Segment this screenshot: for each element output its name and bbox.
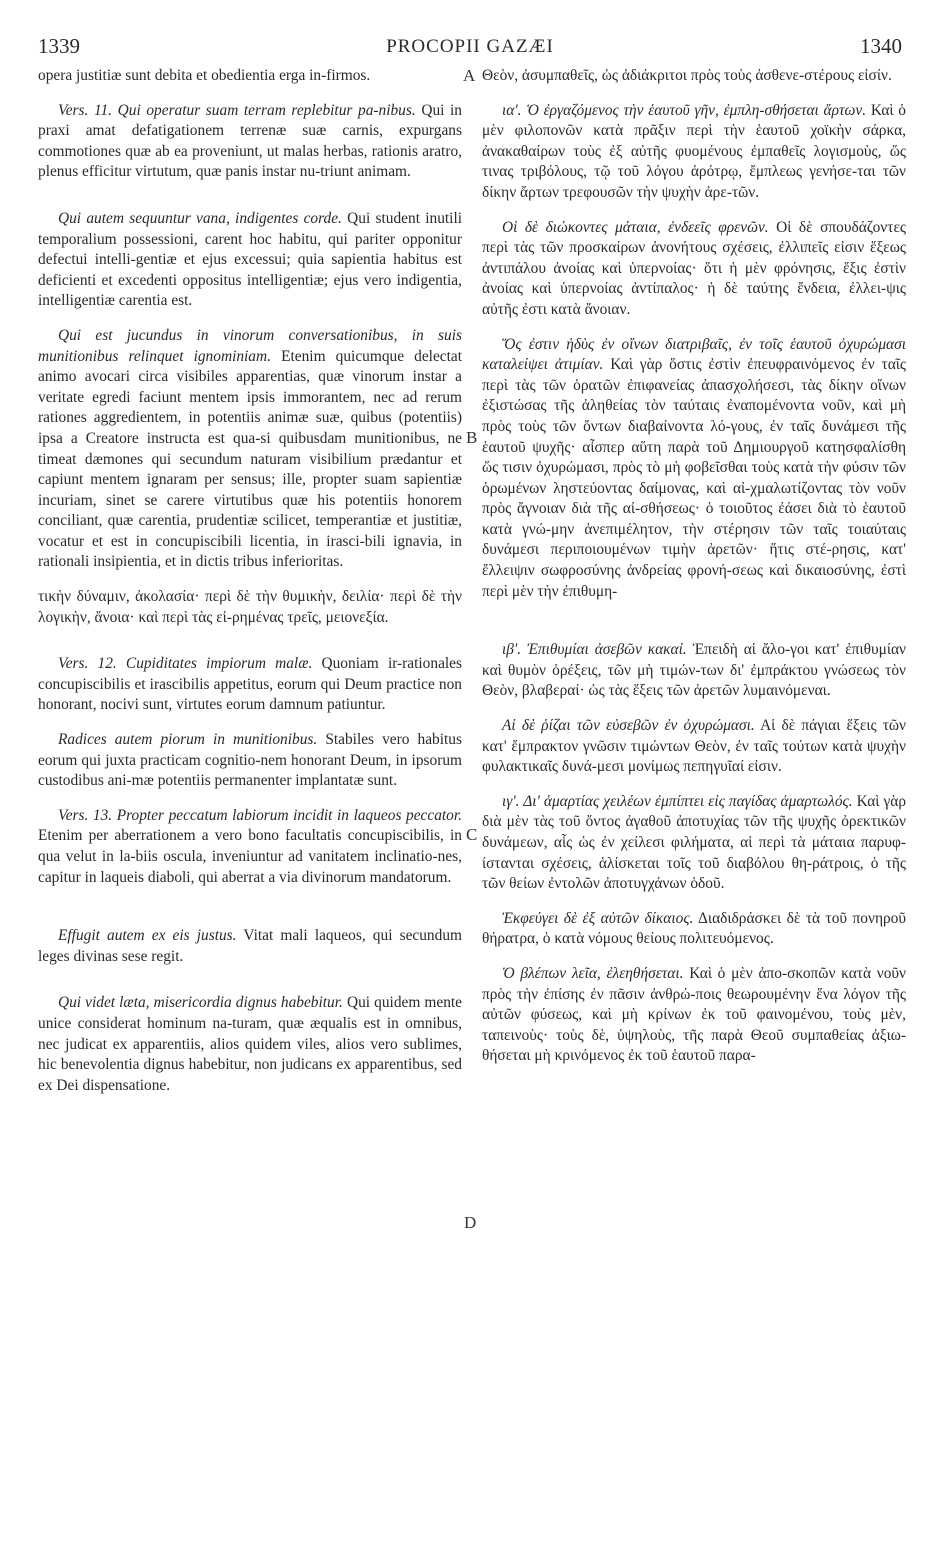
- verse-lemma: ιγ'. Δι' ἁμαρτίας χειλέων ἐμπίπτει εἰς παγίδας ἁμαρτωλός.: [502, 792, 853, 810]
- latin-column: [38, 66, 462, 1110]
- greek-paragraph: [482, 909, 906, 950]
- running-title: PROCOPII GAZÆI: [386, 36, 554, 57]
- greek-column: [482, 66, 906, 1081]
- verse-lemma: Effugit autem ex eis justus.: [58, 927, 237, 945]
- margin-mark-b: B: [466, 428, 478, 447]
- commentary-text: Etenim per aberrationem a vero bono facultatis concupiscibilis, in qua velut in la-biis oscula, inveniuntur ad vanitatem inclinatio-nes, capitur in laqueis diaboli, qui aberrat a via divinorum mandatorum.: [38, 827, 462, 886]
- verse-lemma: Qui est jucundus in vinorum conversationibus, in suis munitionibus relinquet ignominiam.: [38, 326, 462, 365]
- latin-paragraph: opera justitiæ sunt debita et obedientia erga in-firmos.: [38, 67, 371, 84]
- commentary-text: Καὶ γὰρ διὰ μὲν τὰς τοῦ ὄντος ἀγαθοῦ ἀποτυχίας τῶν τῆς ψυχῆς ὀρεκτικῶν δυνάμεων, αἷς ὡς ἐν χείλεσι φιλήματα, αἱ περὶ τὰ μάταια παρυφ-ίστανται σχέσεις, ἁλίσκεται τοῖς τοῦ διαβόλου θη-ράτροις, ὁ τῆς τῶν θείων ἐντολῶν ἀποτυγχάνων ὁδοῦ.: [482, 792, 907, 893]
- commentary-text: Καὶ γὰρ ὅστις ἐστὶν ἐπευφραινόμενος ἐν ταῖς περὶ τὰς τῶν ὁρατῶν ἐπιφανείας ἀπασχολήσεσι, τὰς δίκην οἴνων ἐξιστώσας τῆς ἀληθείας τὸν ταύταις ἐναπομένοντα νοῦν, καὶ μὴ πρὸς τοὺς τῶν ὄντων διαβαίνοντα λό-γους, ἐν ταῖς δυνάμεσι τῆς ἑαυτοῦ ψυχῆς· αἷσπερ αὕτη παρὰ τοῦ Δημιουργοῦ κατησφαλίσθη ὥς τισιν ὀχυρώμασι, πρὸς τὸ μὴ φοβεῖσθαι τοὺς κατὰ τὴν φύσιν τῶν ὁρωμένων ληστεύοντας δαίμονας, καὶ αἰ-χμαλωτίζοντας τὸν νοῦν πρὸς ἄγνοιαν διὰ τῆς αἰ-σθήσεως· ὁ τοιοῦτος ἐάσει διὰ τὸ ἑαυτοῦ κατὰ γνώ-μην ἀνεπιμέλητον, τὴν στέρησιν τῶν ταῖς τοιαύταις δυνάμεσι περιποιουμένων τιμὴν ἀρετῶν· ἥτις στέ-ρησις, κατ' ἔλλειψιν σωφροσύνης ἀνδρείας φρονή-σεως καὶ δικαιοσύνης, ἐστὶ περὶ μὲν τὴν ἐπιθυμη-: [482, 356, 906, 600]
- margin-mark-a: A: [463, 66, 476, 85]
- latin-paragraph: [38, 209, 462, 312]
- commentary-text: Stabiles vero habitus eorum qui juxta practicam cognitio-nem honorant Deum, in ipsorum custodibus ani-mæ potentiis permanenter implantatæ sunt.: [38, 731, 462, 790]
- verse-lemma: Radices autem piorum in munitionibus.: [58, 731, 318, 749]
- greek-paragraph: [482, 716, 906, 778]
- page-number-right: 1340: [860, 34, 902, 58]
- verse-lemma: Ὁ βλέπων λεῖα, ἐλεηθήσεται.: [502, 964, 684, 982]
- page-number-left: 1339: [38, 34, 80, 58]
- commentary-text: Διαδιδράσκει δὲ τὰ τοῦ πονηροῦ θήρατρα, ὁ κατὰ νόμους θείους πολιτευόμενος.: [482, 909, 906, 948]
- greek-paragraph: [482, 964, 906, 1067]
- latin-paragraph: [38, 993, 462, 1096]
- latin-paragraph: [38, 926, 462, 967]
- verse-lemma: Ἐκφεύγει δὲ ἐξ αὐτῶν δίκαιος.: [502, 909, 694, 927]
- commentary-text: Καὶ ὁ μὲν φιλοπονῶν κατὰ πρᾶξιν περὶ τὴν ἑαυτοῦ χοϊκὴν σάρκα, ἀνακαθαίρων τοὺς ἐξ αὐτῆς φυομένους ἐμπαθεῖς λογισμοὺς, ὥς τινας τριβόλους, τῷ τοῦ λόγου ἀρότρῳ, ἔμπλεως γενήσε-ται τῶν δίκην ἄρτων τρεφουσῶν τὴν ψυχὴν ἀρε-τῶν.: [482, 101, 906, 201]
- commentary-text: Vitat mali laqueos, qui secundum leges divinas sese regit.: [38, 927, 462, 965]
- greek-paragraph: [482, 335, 906, 603]
- verse-lemma: Qui videt læta, misericordia dignus habebitur.: [58, 994, 343, 1012]
- margin-mark-d: D: [464, 1213, 477, 1232]
- verse-lemma: Αἱ δὲ ῥίζαι τῶν εὐσεβῶν ἐν ὀχυρώμασι.: [502, 717, 755, 735]
- verse-lemma: Οἱ δὲ διώκοντες μάταια, ἐνδεεῖς φρενῶν.: [502, 218, 769, 236]
- greek-carryover: τικὴν δύναμιν, ἀκολασία· περὶ δὲ τὴν θυμικὴν, δειλία· περὶ δὲ τὴν λογικὴν, ἄνοια· καὶ περὶ τὰς εἰ-ρημένας τρεῖς, μειονεξία.: [38, 588, 462, 626]
- commentary-text: Quoniam ir-rationales concupiscibilis et irascibilis appetitus, eorum qui Deum practice non honorant, nocivi sunt, virtutes eorum damnum patiuntur.: [38, 655, 462, 714]
- commentary-text: Etenim quicumque delectat animo avocari circa visibiles apparentias, quæ vinorum instar a veritate egredi faciunt mentem ipsis immorantem, nec ad rerum rationes aggredientem, in potentiis animæ suæ, quibus (potentiis) ipsa a Creatore instructa est qua-si quibusdam munitionibus, ne timeat dæmones qui secundum naturam visibilium prædantur et capiunt mentem ignaram per sensus; ille, propter suam sapientiæ incuriam, sinet se carere virtutibus quæ his potentiis honorem conciliant, quæ carentia, prudentiæ scilicet, temperantiæ et justitiæ, vocatur et est in concupiscibili licentia, in irasci-bili ignavia, in rationali insipientia, et in dictis tribus inferioritas.: [38, 347, 462, 571]
- verse-lemma: Vers. 11. Qui operatur suam terram replebitur pa-nibus.: [58, 101, 416, 119]
- greek-paragraph: [482, 792, 906, 895]
- running-header: [38, 34, 902, 62]
- verse-lemma: Vers. 13. Propter peccatum labiorum incidit in laqueos peccator.: [58, 806, 462, 824]
- commentary-text: Καὶ ὁ μὲν ἀπο-σκοπῶν κατὰ νοῦν πρὸς τὴν ἐπίσης ἐν πᾶσιν ἀνθρώ-ποις θεωρουμένην ἕνα λόγον τῆς αὐτῶν φύσεως, καὶ μὴ κρίνων ἐκ τοῦ φαινομένου, τοὺς μὲν, ταπεινοὺς· τοὺς δὲ, ὑψηλοὺς, τῆς παρὰ Θεοῦ συμπαθείας ἀξιω-θήσεται μὴ κρινόμενος ἐκ τοῦ ἑαυτοῦ παρα-: [482, 964, 906, 1065]
- margin-mark-c: C: [466, 825, 478, 844]
- verse-lemma: Ὅς ἐστιν ἡδὺς ἐν οἴνων διατριβαῖς, ἐν τοῖς ἑαυτοῦ ὀχυρώμασι καταλείψει ἀτιμίαν.: [482, 335, 906, 374]
- commentary-text: Qui in praxi amat defatigationem terrenæ suæ carnis, expurgans commotiones quæ ab ea proveniunt, ut malas herbas, rationis aratro, plenus efficitur virtutum, quæ panis instar nu-triunt animam.: [38, 101, 462, 181]
- commentary-text: Οἱ δὲ σπουδάζοντες περὶ τὰς τῶν προσκαίρων ἀνονήτους σχέσεις, ἐλλιπεῖς εἰσιν ἕξεως ἀντιπάλου ἀνοίας καὶ ὑπερνοίας· ὅτι ἡ μὲν φρόνησις, ἕξις ἐστὶν ἀνοίας καὶ ὑπερνοίας ἀντίπαλος· ἡ δὲ ταύτης ἔνδεια, ἐλλει-ψις αὐτῆς ἐστι κατὰ ἄνοιαν.: [482, 218, 906, 318]
- commentary-text: Qui quidem mente unice considerat hominum na-turam, quæ æqualis est in omnibus, nec judicat ex apparentiis, alios quidem viles, alios vero sublimes, hic benevolentia dignus habebitur, non judicans ex apparentibus, sed ex Dei dispensatione.: [38, 994, 462, 1094]
- latin-paragraph: [38, 806, 462, 888]
- greek-paragraph: [482, 101, 906, 204]
- commentary-text: Qui student inutili temporalium possessioni, carent hoc habitu, qui pariter opponitur defectui intelli-gentiæ et ejus excessui; quia sapientia habitus est deficienti et excedenti oppositus intelligentiæ; ejus vero indigentia, intelligentiæ carentia est.: [38, 209, 463, 310]
- verse-lemma: ιβ'. Ἐπιθυμίαι ἀσεβῶν κακαί.: [502, 641, 687, 659]
- latin-paragraph: [38, 730, 462, 792]
- greek-paragraph: [482, 640, 906, 702]
- verse-lemma: Vers. 12. Cupiditates impiorum malæ.: [58, 655, 313, 673]
- verse-lemma: ια'. Ὁ ἐργαζόμενος τὴν ἑαυτοῦ γῆν, ἐμπλη-σθήσεται ἄρτων.: [502, 101, 867, 119]
- latin-paragraph: [38, 101, 462, 183]
- greek-paragraph: [482, 218, 906, 321]
- commentary-text: Αἱ δὲ πάγιαι ἕξεις τῶν κατ' ἔμπρακτον γνῶσιν τιμώντων Θεὸν, ἐν ταῖς τούτων κατὰ ψυχὴν φυλακτικαῖς δυνά-μεσι μονίμως πεπηγυῖαί εἰσιν.: [482, 717, 907, 776]
- greek-paragraph: Θεὸν, ἀσυμπαθεῖς, ὡς ἀδιάκριτοι πρὸς τοὺς ἀσθενε-στέρους εἰσίν.: [482, 67, 892, 84]
- verse-lemma: Qui autem sequuntur vana, indigentes corde.: [58, 209, 342, 227]
- latin-paragraph: [38, 654, 462, 716]
- latin-paragraph: [38, 326, 462, 573]
- commentary-text: Ἐπειδὴ αἱ ἄλο-γοι κατ' ἐπιθυμίαν καὶ θυμὸν ὀρέξεις, τῶν μὴ τιμών-των δι' ἐμπράκτου γνώσεως τὸν Θεὸν, βλαβεραί· ὡς τὰς ἕξεις τῶν ἀρετῶν λυμαινόμεναι.: [482, 641, 906, 700]
